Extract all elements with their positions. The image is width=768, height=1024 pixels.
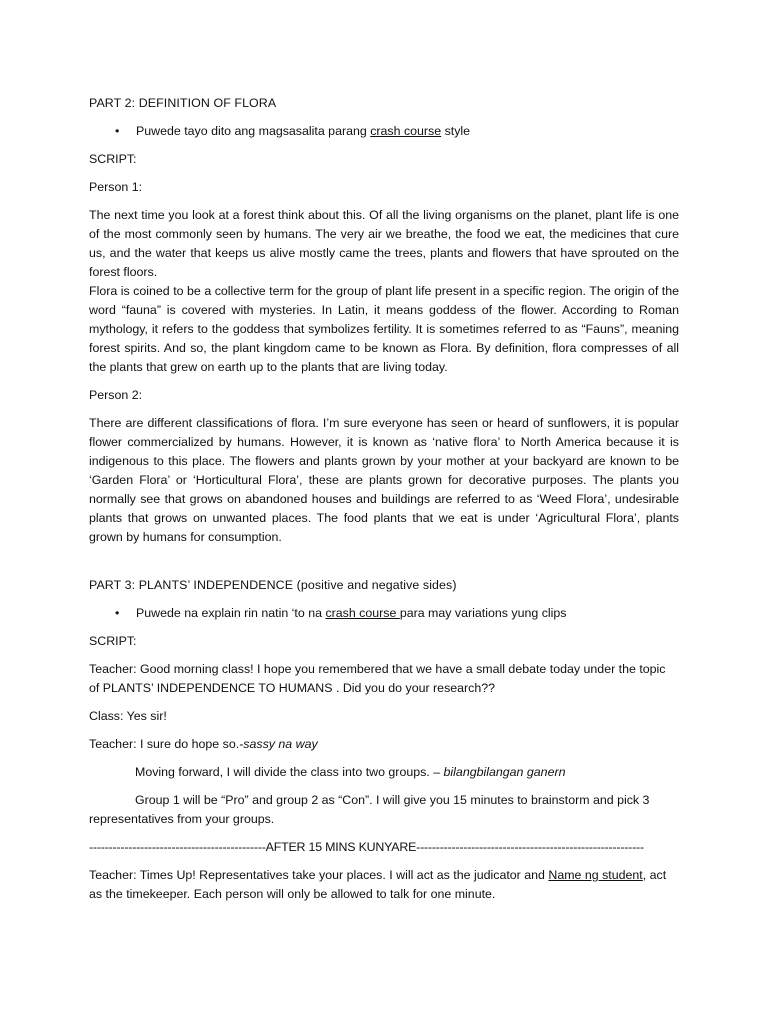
crash-course-underlined: crash course: [325, 606, 400, 620]
person1-label: Person 1:: [89, 180, 143, 194]
part3-bullet-item: [89, 604, 679, 623]
crash-course-underlined: crash course: [370, 124, 442, 138]
bullet-text-after: style: [441, 124, 471, 138]
part3-bullet-text: [136, 604, 566, 623]
person2-paragraph: There are different classifications of flora. I’m sure everyone has seen or heard of sunflowers, it is popular flower commercialized by humans. However, it is known as ‘native flora’ to North America because it is indigenous to this place. The flowers and plants grown by your mother at your backyard are known to be ‘Garden Flora’ or ‘Horticultural Flora’, these are plants grown for decorative purposes. The plants you normally see that grows on abandoned houses and buildings are referred to as ‘Weed Flora’, undesirable plants that grows on unwanted places. The food plants that we eat is under ‘Agricultural Flora’, plants grown by humans for consumption.: [89, 416, 679, 544]
teacher-hope-text: Teacher: I sure do hope so.: [89, 737, 240, 751]
student-name-placeholder: Name ng student: [548, 868, 643, 882]
document-page: [89, 94, 679, 913]
part2-script-label: SCRIPT:: [89, 152, 137, 166]
part2-bullet-item: [89, 122, 679, 141]
section-spacer: [89, 556, 679, 576]
part2-heading: PART 2: DEFINITION OF FLORA: [89, 96, 277, 110]
teacher-line-greeting: Teacher: Good morning class! I hope you remembered that we have a small debate today under the topic of PLANTS’ INDEPENDENCE TO HUMANS . Did you do your research??: [89, 662, 666, 695]
bullet-icon: •: [115, 606, 120, 620]
stage-direction-sassy: -sassy na way: [239, 737, 318, 751]
time-skip-divider: ---------------------------------------------AFTER 15 MINS KUNYARE----------------------------------------------------------: [89, 840, 644, 854]
teacher-line-times-up: [89, 866, 679, 904]
person1-paragraph-2: Flora is coined to be a collective term for the group of plant life present in a specific region. The origin of the word “fauna” is covered with mysteries. In Latin, it means goddess of the flower. According to Roman mythology, it refers to the goddess that symbolizes fertility. It is sometimes referred to as “Fauns”, meaning forest spirits. And so, the plant kingdom came to be known as Flora. By definition, flora compresses of all the plants that grew on earth up to the plants that are living today.: [89, 284, 679, 374]
part2-bullet-text: [136, 122, 470, 141]
part3-script-label: SCRIPT:: [89, 634, 137, 648]
person1-paragraph-1: The next time you look at a forest think about this. Of all the living organisms on the planet, plant life is one of the most commonly seen by humans. The very air we breathe, the food we eat, the medicines that cure us, and the water that keeps us alive mostly came the trees, plants and flowers that have sprouted on the forest floors.: [89, 208, 679, 279]
person2-label: Person 2:: [89, 388, 143, 402]
bullet-text-after: para may variations yung clips: [399, 606, 567, 620]
part3-heading: PART 3: PLANTS’ INDEPENDENCE (positive and negative sides): [89, 578, 457, 592]
bullet-icon: •: [115, 124, 120, 138]
teacher-line-pro-con: Group 1 will be “Pro” and group 2 as “Con”. I will give you 15 minutes to brainstorm and pick 3 representatives from your groups.: [89, 793, 650, 826]
teacher-groups-text: Moving forward, I will divide the class into two groups. –: [135, 765, 444, 779]
bullet-text-before: Puwede tayo dito ang magsasalita parang: [136, 124, 371, 138]
stage-direction-counting: bilangbilangan ganern: [443, 765, 566, 779]
teacher-line-groups: [89, 763, 679, 782]
class-line-reply: Class: Yes sir!: [89, 709, 167, 723]
times-up-text-before: Teacher: Times Up! Representatives take your places. I will act as the judicator and: [89, 868, 549, 882]
bullet-text-before: Puwede na explain rin natin ‘to na: [136, 606, 326, 620]
teacher-line-hope: [89, 735, 679, 754]
times-up-text-after: , act as the timekeeper. Each person will only be allowed to talk for one minute.: [89, 868, 667, 901]
